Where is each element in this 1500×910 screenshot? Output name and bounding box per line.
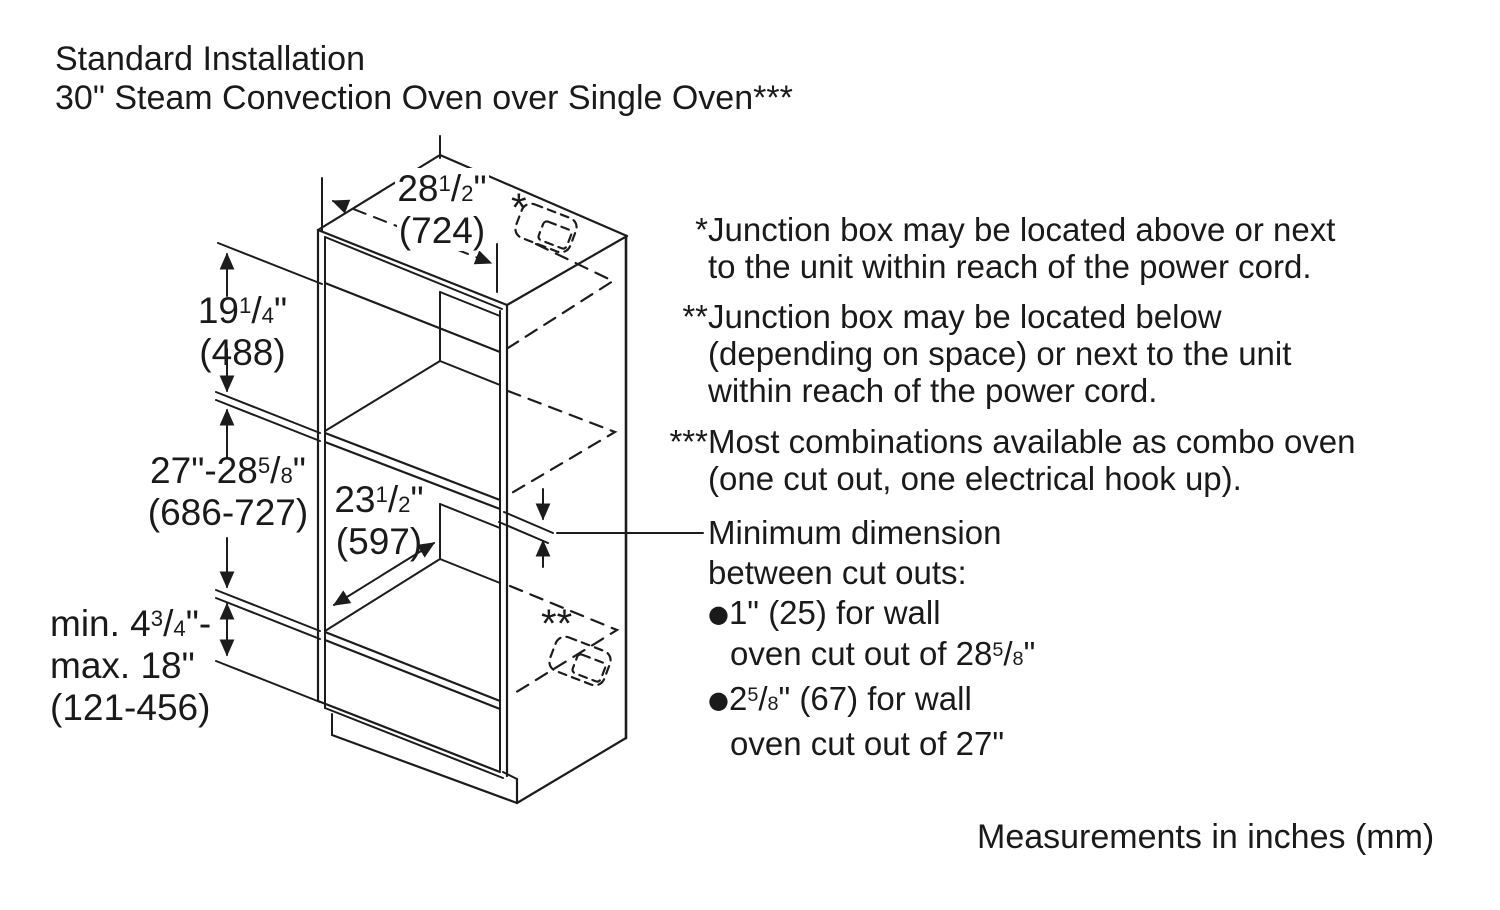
note-minimum-dimension: Minimum dimension between cut outs: ●1" (25) for wall oven cut out of 28$^5$/8" ●2$^5$/8" (67) for wall oven cut out of 27" bbox=[708, 514, 1036, 762]
title-line-1: Standard Installation bbox=[55, 40, 365, 78]
dim-width-label: 28$^1$/2" (724) bbox=[397, 168, 487, 251]
note1-asterisk: * bbox=[695, 211, 708, 248]
junction-box-bottom-marker: ** bbox=[541, 602, 573, 646]
dim-depth-label: 23$^1$/2" (597) bbox=[334, 479, 424, 562]
dim-base-label: min. 4$^3$/4"- max. 18" (121-456) bbox=[50, 603, 212, 728]
junction-box-top-marker: * bbox=[511, 186, 527, 230]
note-junction-above: *Junction box may be located above or next to the unit within reach of the power cord. bbox=[640, 211, 1335, 285]
title-line-2: 30" Steam Convection Oven over Single Oven*** bbox=[55, 79, 793, 117]
dim-lower-height-label: 27"-28$^5$/8" (686-727) bbox=[147, 450, 309, 533]
dim-upper-height-label: 19$^1$/4" (488) bbox=[197, 290, 288, 373]
note-combo-oven: ***Most combinations available as combo oven (one cut out, one electrical hook up). bbox=[640, 423, 1356, 497]
page-title bbox=[55, 40, 793, 118]
note2-asterisk: ** bbox=[682, 298, 708, 335]
note3-asterisk: *** bbox=[669, 423, 708, 460]
measurement-units-note: Measurements in inches (mm) bbox=[977, 818, 1435, 856]
bullet-icon: ● bbox=[708, 600, 729, 628]
bullet-icon: ● bbox=[708, 686, 729, 714]
note-junction-below: **Junction box may be located below (depending on space) or next to the unit within reach of the power cord. bbox=[640, 298, 1291, 409]
